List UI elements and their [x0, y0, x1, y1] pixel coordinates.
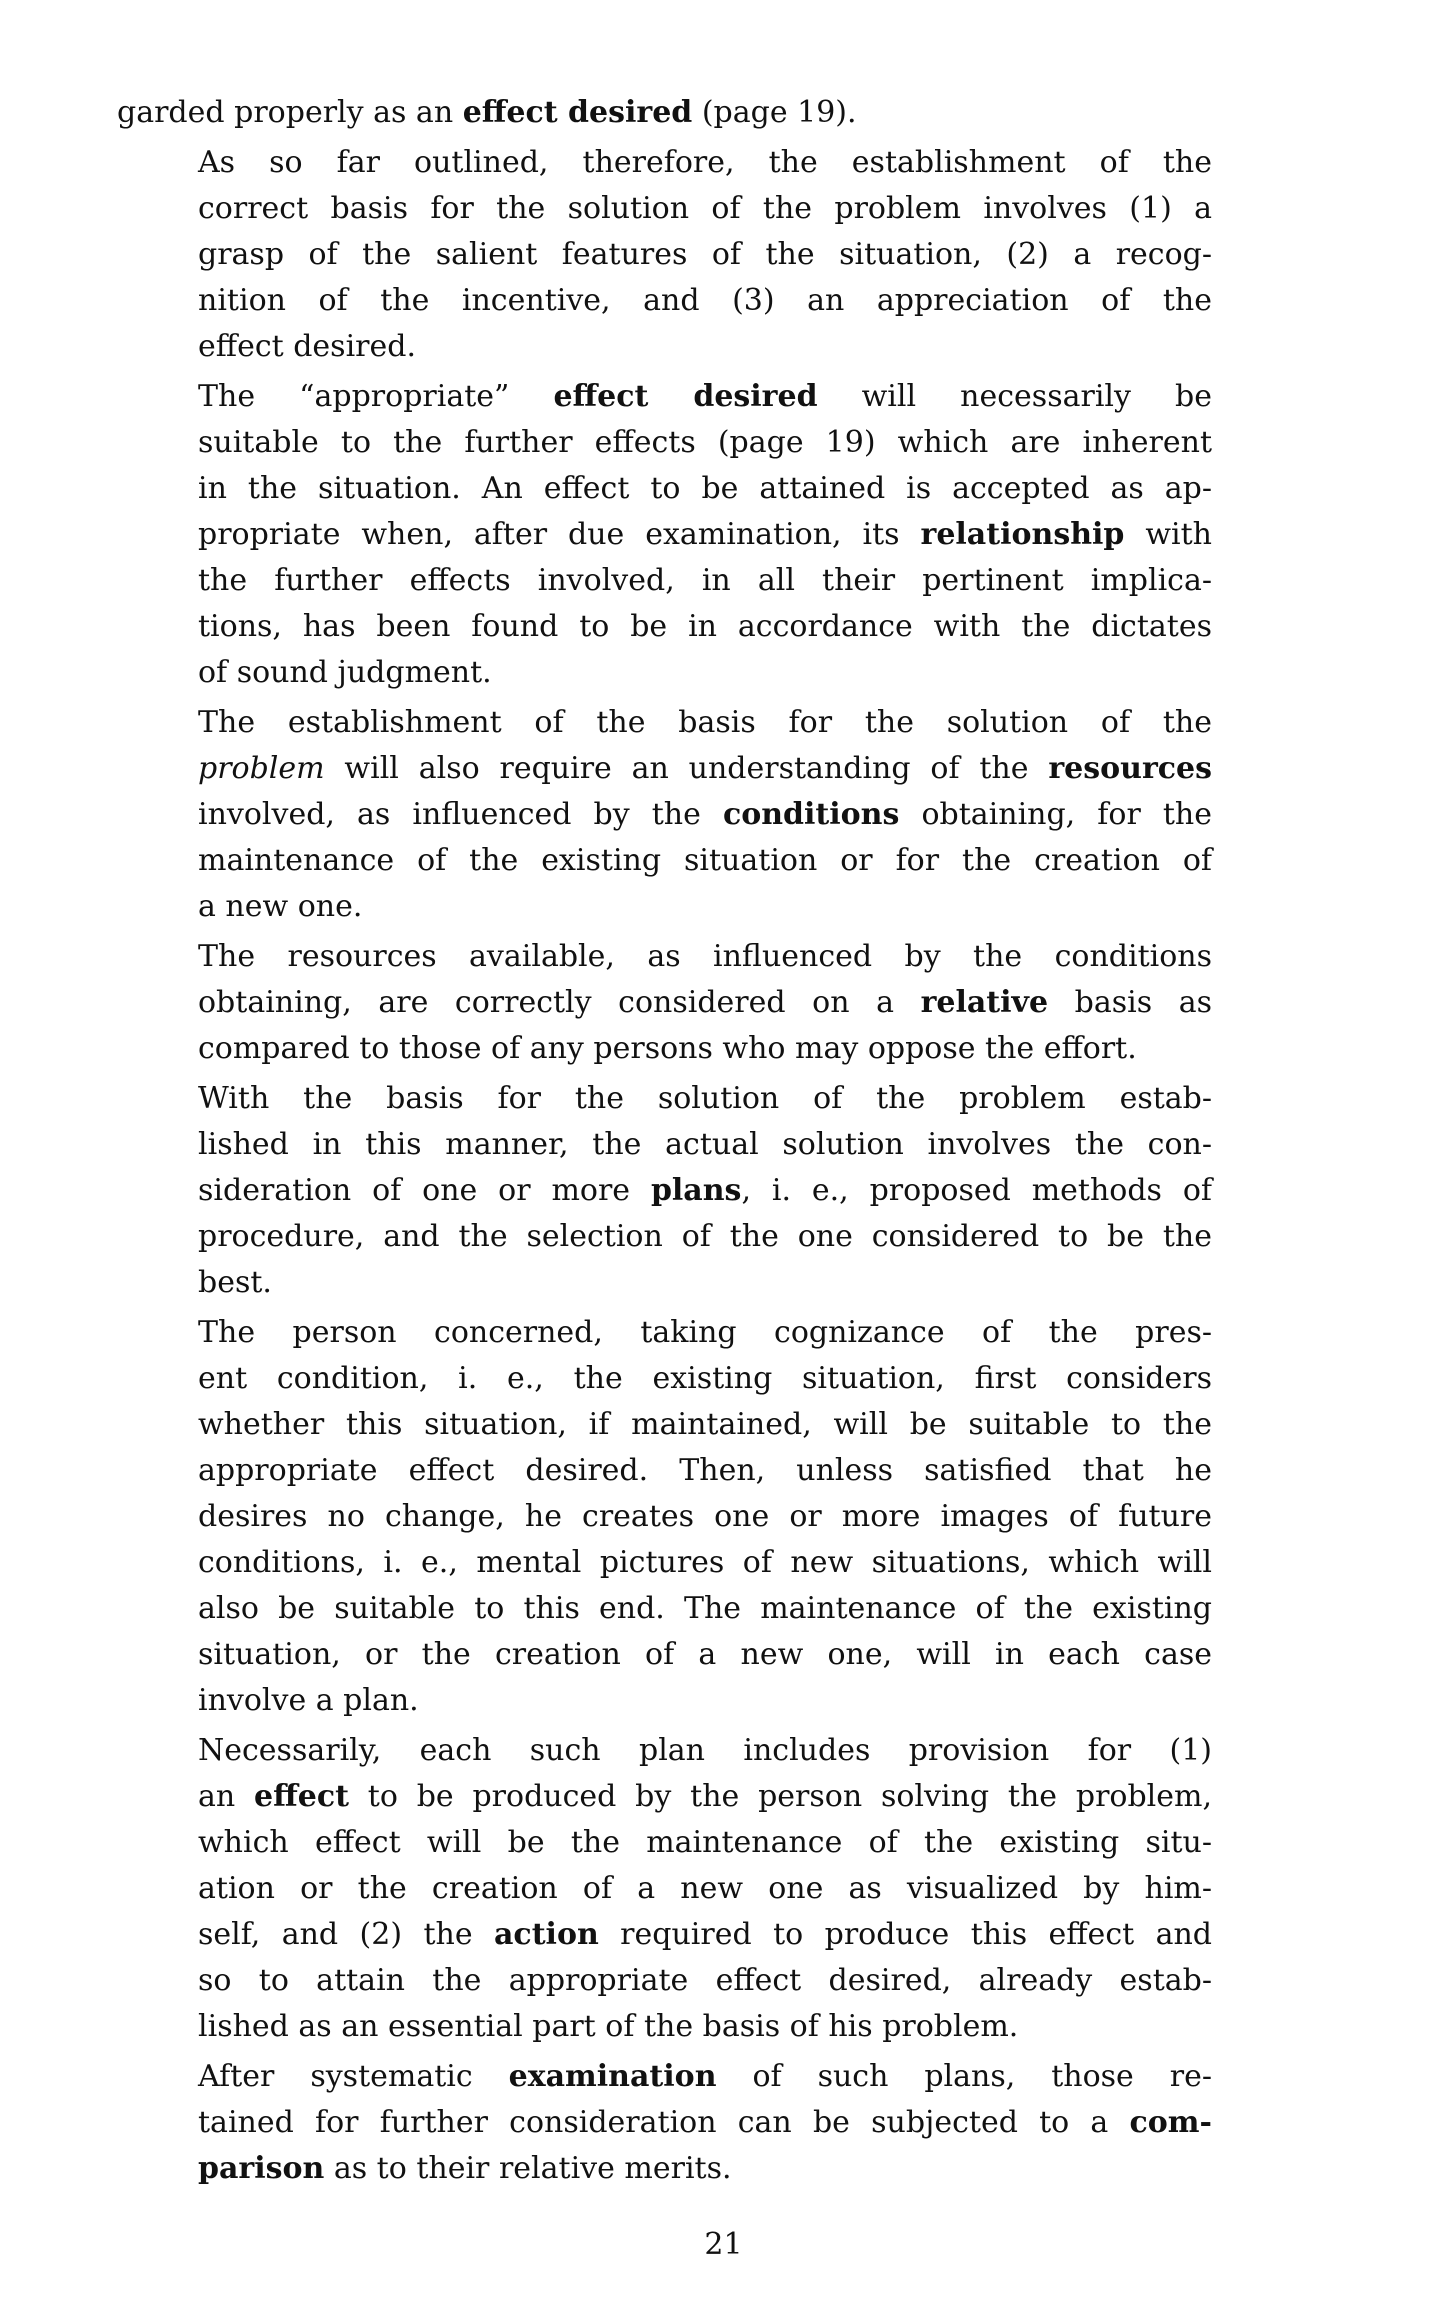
paragraph	[117, 90, 1212, 136]
paragraph	[117, 140, 1212, 370]
text-line	[117, 1958, 1212, 2004]
text-line	[117, 1678, 1212, 1724]
text-line	[117, 604, 1212, 650]
text-line	[117, 1774, 1212, 1820]
text-run: correct basis for the solution of the problem involves (1) a	[198, 191, 1212, 226]
text-run: conditions, i. e., mental pictures of new situations, which will	[198, 1545, 1212, 1580]
text-run: appropriate effect desired. Then, unless satisfied that he	[198, 1453, 1212, 1488]
text-run: so to attain the appropriate effect desired, already estab-	[198, 1963, 1212, 1998]
bold-term: parison	[198, 2151, 325, 2186]
text-run: effect desired.	[198, 329, 416, 364]
bold-term: com-	[1129, 2105, 1212, 2140]
text-run: nition of the incentive, and (3) an appreciation of the	[198, 283, 1212, 318]
text-run: (page 19).	[692, 95, 857, 130]
text-line	[117, 1494, 1212, 1540]
text-run: involve a plan.	[198, 1683, 419, 1718]
bold-term: effect	[254, 1779, 349, 1814]
text-run: The “appropriate”	[198, 379, 554, 414]
text-line	[117, 324, 1212, 370]
bold-term: resources	[1048, 751, 1212, 786]
text-run: to be produced by the person solving the problem,	[348, 1779, 1213, 1814]
text-run: obtaining, for the	[899, 797, 1212, 832]
text-run: best.	[198, 1265, 272, 1300]
text-line	[117, 186, 1212, 232]
text-line	[117, 1168, 1212, 1214]
paragraph	[117, 2054, 1212, 2192]
text-run: With the basis for the solution of the problem estab-	[198, 1081, 1212, 1116]
text-run: propriate when, after due examination, its	[198, 517, 921, 552]
text-run: procedure, and the selection of the one considered to be the	[198, 1219, 1212, 1254]
paragraph	[117, 1076, 1212, 1306]
text-line	[117, 2146, 1212, 2192]
text-run: As so far outlined, therefore, the establishment of the	[198, 145, 1212, 180]
text-line	[117, 2100, 1212, 2146]
text-run: desires no change, he creates one or more images of future	[198, 1499, 1212, 1534]
text-line	[117, 374, 1212, 420]
text-run: whether this situation, if maintained, will be suitable to the	[198, 1407, 1212, 1442]
text-run: ation or the creation of a new one as visualized by him-	[198, 1871, 1212, 1906]
bold-term: effect desired	[553, 379, 818, 414]
text-line	[117, 934, 1212, 980]
text-line	[117, 232, 1212, 278]
text-line	[117, 1026, 1212, 1072]
bold-term: plans	[650, 1173, 742, 1208]
text-run: situation, or the creation of a new one, will in each case	[198, 1637, 1212, 1672]
text-run: The resources available, as influenced by the conditions	[198, 939, 1212, 974]
text-line	[117, 884, 1212, 930]
text-run: The establishment of the basis for the solution of the	[198, 705, 1212, 740]
text-run: grasp of the salient features of the situation, (2) a recog-	[198, 237, 1212, 272]
text-run: will also require an understanding of the	[324, 751, 1049, 786]
text-line	[117, 1866, 1212, 1912]
text-line	[117, 90, 1212, 136]
bold-term: action	[493, 1917, 599, 1952]
text-line	[117, 1728, 1212, 1774]
text-run: the further effects involved, in all their pertinent implica-	[198, 563, 1212, 598]
text-line	[117, 1260, 1212, 1306]
text-run: basis as	[1048, 985, 1212, 1020]
text-run: lished as an essential part of the basis of his problem.	[198, 2009, 1019, 2044]
text-run: obtaining, are correctly considered on a	[198, 985, 921, 1020]
text-run: a new one.	[198, 889, 363, 924]
text-line	[117, 558, 1212, 604]
text-line	[117, 1448, 1212, 1494]
text-line	[117, 140, 1212, 186]
paragraph	[117, 934, 1212, 1072]
text-run: an	[198, 1779, 255, 1814]
text-line	[117, 512, 1212, 558]
text-run: After systematic	[198, 2059, 509, 2094]
bold-term: examination	[508, 2059, 717, 2094]
text-line	[117, 980, 1212, 1026]
text-line	[117, 792, 1212, 838]
text-line	[117, 650, 1212, 696]
text-run: garded properly as an	[117, 95, 463, 130]
text-run: ent condition, i. e., the existing situation, first considers	[198, 1361, 1212, 1396]
paragraph	[117, 1728, 1212, 2050]
text-line	[117, 420, 1212, 466]
text-line	[117, 1402, 1212, 1448]
text-line	[117, 1540, 1212, 1586]
bold-term: relationship	[920, 517, 1125, 552]
text-line	[117, 1122, 1212, 1168]
text-line	[117, 746, 1212, 792]
text-run: also be suitable to this end. The maintenance of the existing	[198, 1591, 1212, 1626]
text-run: of such plans, those re-	[716, 2059, 1212, 2094]
text-run: as to their relative merits.	[324, 2151, 732, 2186]
text-run: of sound judgment.	[198, 655, 492, 690]
text-run: suitable to the further effects (page 19) which are inherent	[198, 425, 1212, 460]
text-line	[117, 466, 1212, 512]
text-line	[117, 2054, 1212, 2100]
text-run: compared to those of any persons who may oppose the effort.	[198, 1031, 1137, 1066]
text-run: tained for further consideration can be subjected to a	[198, 2105, 1130, 2140]
text-run: in the situation. An effect to be attained is accepted as ap-	[198, 471, 1212, 506]
text-line	[117, 1912, 1212, 1958]
text-run: will necessarily be	[817, 379, 1212, 414]
text-line	[117, 838, 1212, 884]
text-line	[117, 1820, 1212, 1866]
text-line	[117, 1632, 1212, 1678]
text-line	[117, 2004, 1212, 2050]
text-run: with	[1124, 517, 1212, 552]
text-line	[117, 1310, 1212, 1356]
text-line	[117, 1214, 1212, 1260]
page-number: 21	[704, 2227, 743, 2262]
text-run: , i. e., proposed methods of	[741, 1173, 1212, 1208]
paragraph	[117, 374, 1212, 696]
text-line	[117, 1356, 1212, 1402]
page-body	[117, 90, 1212, 2196]
text-line	[117, 1586, 1212, 1632]
italic-term: problem	[198, 751, 325, 786]
text-run: tions, has been found to be in accordance with the dictates	[198, 609, 1212, 644]
text-run: lished in this manner, the actual solution involves the con-	[198, 1127, 1212, 1162]
text-run: which effect will be the maintenance of the existing situ-	[198, 1825, 1212, 1860]
text-run: involved, as influenced by the	[198, 797, 723, 832]
bold-term: relative	[920, 985, 1049, 1020]
bold-term: effect desired	[462, 95, 693, 130]
bold-term: conditions	[722, 797, 900, 832]
text-run: sideration of one or more	[198, 1173, 651, 1208]
text-run: Necessarily, each such plan includes provision for (1)	[198, 1733, 1212, 1768]
text-line	[117, 278, 1212, 324]
text-line	[117, 700, 1212, 746]
text-run: The person concerned, taking cognizance of the pres-	[198, 1315, 1212, 1350]
paragraph	[117, 1310, 1212, 1724]
text-run: maintenance of the existing situation or for the creation of	[198, 843, 1212, 878]
text-line	[117, 1076, 1212, 1122]
text-run: required to produce this effect and	[598, 1917, 1212, 1952]
paragraph	[117, 700, 1212, 930]
text-run: self, and (2) the	[198, 1917, 494, 1952]
